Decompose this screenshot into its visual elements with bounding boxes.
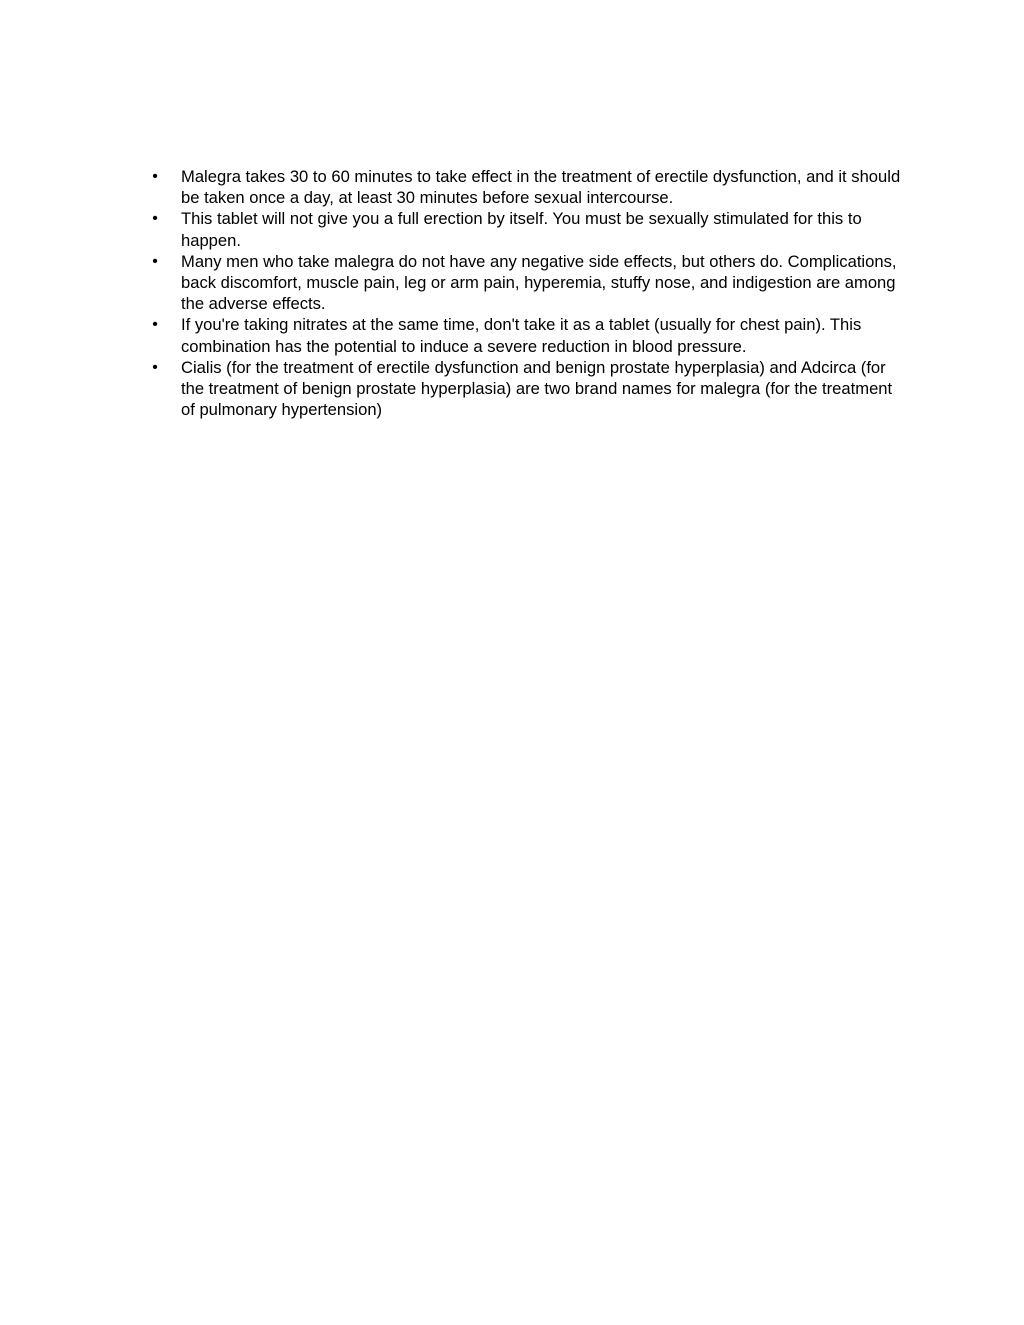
list-item bbox=[150, 357, 910, 421]
list-item-text: Malegra takes 30 to 60 minutes to take effect in the treatment of erectile dysfunction, and it should be taken once a day, at least 30 minutes before sexual intercourse. bbox=[181, 167, 901, 208]
bullet-list bbox=[150, 166, 910, 420]
bullet-icon: • bbox=[152, 358, 158, 376]
list-item-text: Cialis (for the treatment of erectile dysfunction and benign prostate hyperplasia) and Adcirca (for the treatment of benign prostate hyperplasia) are two brand names for malegra (for the treatment of pulmonary hypertension) bbox=[181, 357, 893, 420]
list-item-text: If you're taking nitrates at the same time, don't take it as a tablet (usually for chest pain). This combination has the potential to induce a severe reduction in blood pressure. bbox=[181, 315, 862, 356]
bullet-icon: • bbox=[152, 168, 158, 185]
list-item-text: Many men who take malegra do not have any negative side effects, but others do. Complications, back discomfort, muscle pain, leg or arm pain, hyperemia, stuffy nose, and indigestion are among the adverse effects. bbox=[181, 251, 897, 314]
list-item bbox=[150, 314, 910, 356]
bullet-icon: • bbox=[152, 210, 158, 228]
bullet-icon: • bbox=[152, 316, 158, 334]
list-item bbox=[150, 251, 910, 315]
list-item-text: This tablet will not give you a full erection by itself. You must be sexually stimulated for this to happen. bbox=[181, 209, 862, 250]
bullet-icon: • bbox=[152, 252, 158, 270]
list-item bbox=[150, 208, 910, 250]
list-item bbox=[150, 166, 910, 208]
